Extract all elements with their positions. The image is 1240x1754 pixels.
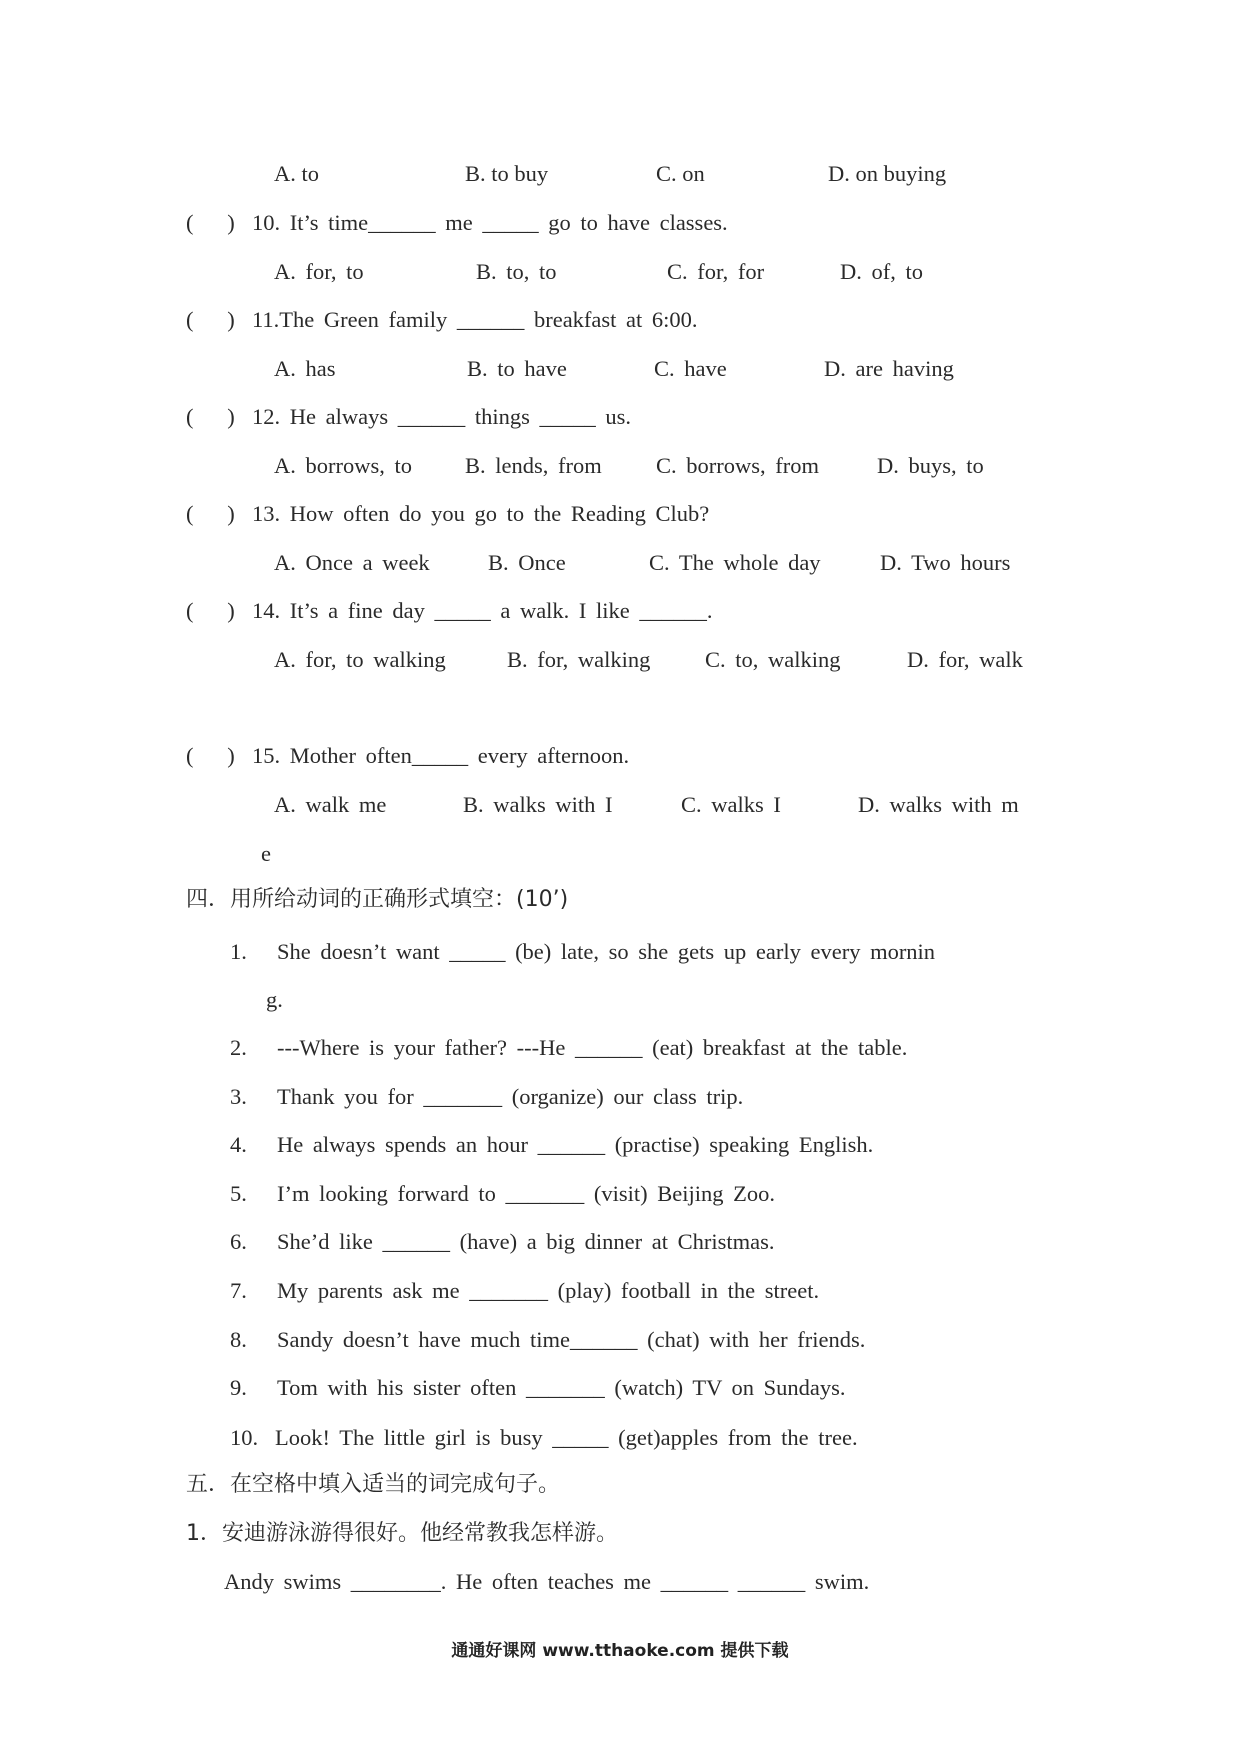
answer-paren: ( ) [186,210,235,235]
item-text: Tom with his sister often _______ (watch) TV on Sundays. [277,1375,846,1400]
answer-option: D. for, walk [907,647,1023,672]
answer-option: C. to, walking [705,647,841,672]
answer-option: D. buys, to [877,453,984,478]
answer-paren: ( ) [186,743,235,768]
answer-option: C. walks I [681,792,781,817]
answer-option: D. Two hours [880,550,1011,575]
item-number: 7. [230,1278,247,1303]
answer-option: A. borrows, to [274,453,412,478]
q9-option: B. to buy [465,161,549,186]
answer-option: B. to, to [476,259,557,284]
answer-paren: ( ) [186,598,235,623]
answer-option: A. for, to [274,259,364,284]
item-text: ---Where is your father? ---He ______ (eat) breakfast at the table. [277,1035,908,1060]
q9-option: C. on [656,161,705,186]
answer-option: B. walks with I [463,792,613,817]
answer-option: D. are having [824,356,954,381]
question-text: 12. He always ______ things _____ us. [252,404,631,429]
item-number: 1. [230,939,247,964]
section-4-title: 四．用所给动词的正确形式填空：(10’) [186,887,569,912]
answer-paren: ( ) [186,501,235,526]
item-text: My parents ask me _______ (play) football in the street. [277,1278,820,1303]
q9-option: D. on buying [828,161,947,186]
answer-option: C. for, for [667,259,765,284]
item-text: Sandy doesn’t have much time______ (chat) with her friends. [277,1327,866,1352]
item-number: 9. [230,1375,247,1400]
item-number: 4. [230,1132,247,1157]
option-wrap: e [261,841,271,866]
item-number: 2. [230,1035,247,1060]
question-text: 15. Mother often_____ every afternoon. [252,743,630,768]
item-number: 3. [230,1084,247,1109]
answer-option: A. Once a week [274,550,430,575]
answer-option: B. lends, from [465,453,602,478]
item-text: Thank you for _______ (organize) our class trip. [277,1084,744,1109]
answer-option: C. have [654,356,727,381]
item-text: Look! The little girl is busy _____ (get)apples from the tree. [275,1425,858,1450]
page-footer: 通通好课网 www.tthaoke.com 提供下载 [451,1641,789,1661]
q1-chinese: 1．安迪游泳游得很好。他经常教我怎样游。 [186,1521,618,1546]
item-text: I’m looking forward to _______ (visit) Beijing Zoo. [277,1181,775,1206]
answer-option: B. for, walking [507,647,651,672]
answer-option: A. has [274,356,336,381]
question-text: 14. It’s a fine day _____ a walk. I like ______. [252,598,713,623]
answer-option: C. borrows, from [656,453,819,478]
item-number: 5. [230,1181,247,1206]
answer-paren: ( ) [186,404,235,429]
section-5-title: 五．在空格中填入适当的词完成句子。 [186,1472,561,1497]
answer-option: D. of, to [840,259,923,284]
question-text: 11.The Green family ______ breakfast at 6:00. [252,307,698,332]
item-number: 6. [230,1229,247,1254]
question-text: 13. How often do you go to the Reading Club? [252,501,710,526]
answer-paren: ( ) [186,307,235,332]
answer-option: B. to have [467,356,567,381]
item-text: She doesn’t want _____ (be) late, so she gets up early every mornin [277,939,936,964]
q1-english: Andy swims ________. He often teaches me ______ ______ swim. [224,1569,870,1594]
item-wrap: g. [266,987,283,1012]
item-text: She’d like ______ (have) a big dinner at Christmas. [277,1229,775,1254]
answer-option: A. walk me [274,792,387,817]
answer-option: C. The whole day [649,550,821,575]
answer-option: D. walks with m [858,792,1019,817]
answer-option: A. for, to walking [274,647,446,672]
q9-option: A. to [274,161,319,186]
answer-option: B. Once [488,550,566,575]
item-text: He always spends an hour ______ (practise) speaking English. [277,1132,874,1157]
item-number: 10. [230,1425,259,1450]
question-text: 10. It’s time______ me _____ go to have classes. [252,210,728,235]
item-number: 8. [230,1327,247,1352]
